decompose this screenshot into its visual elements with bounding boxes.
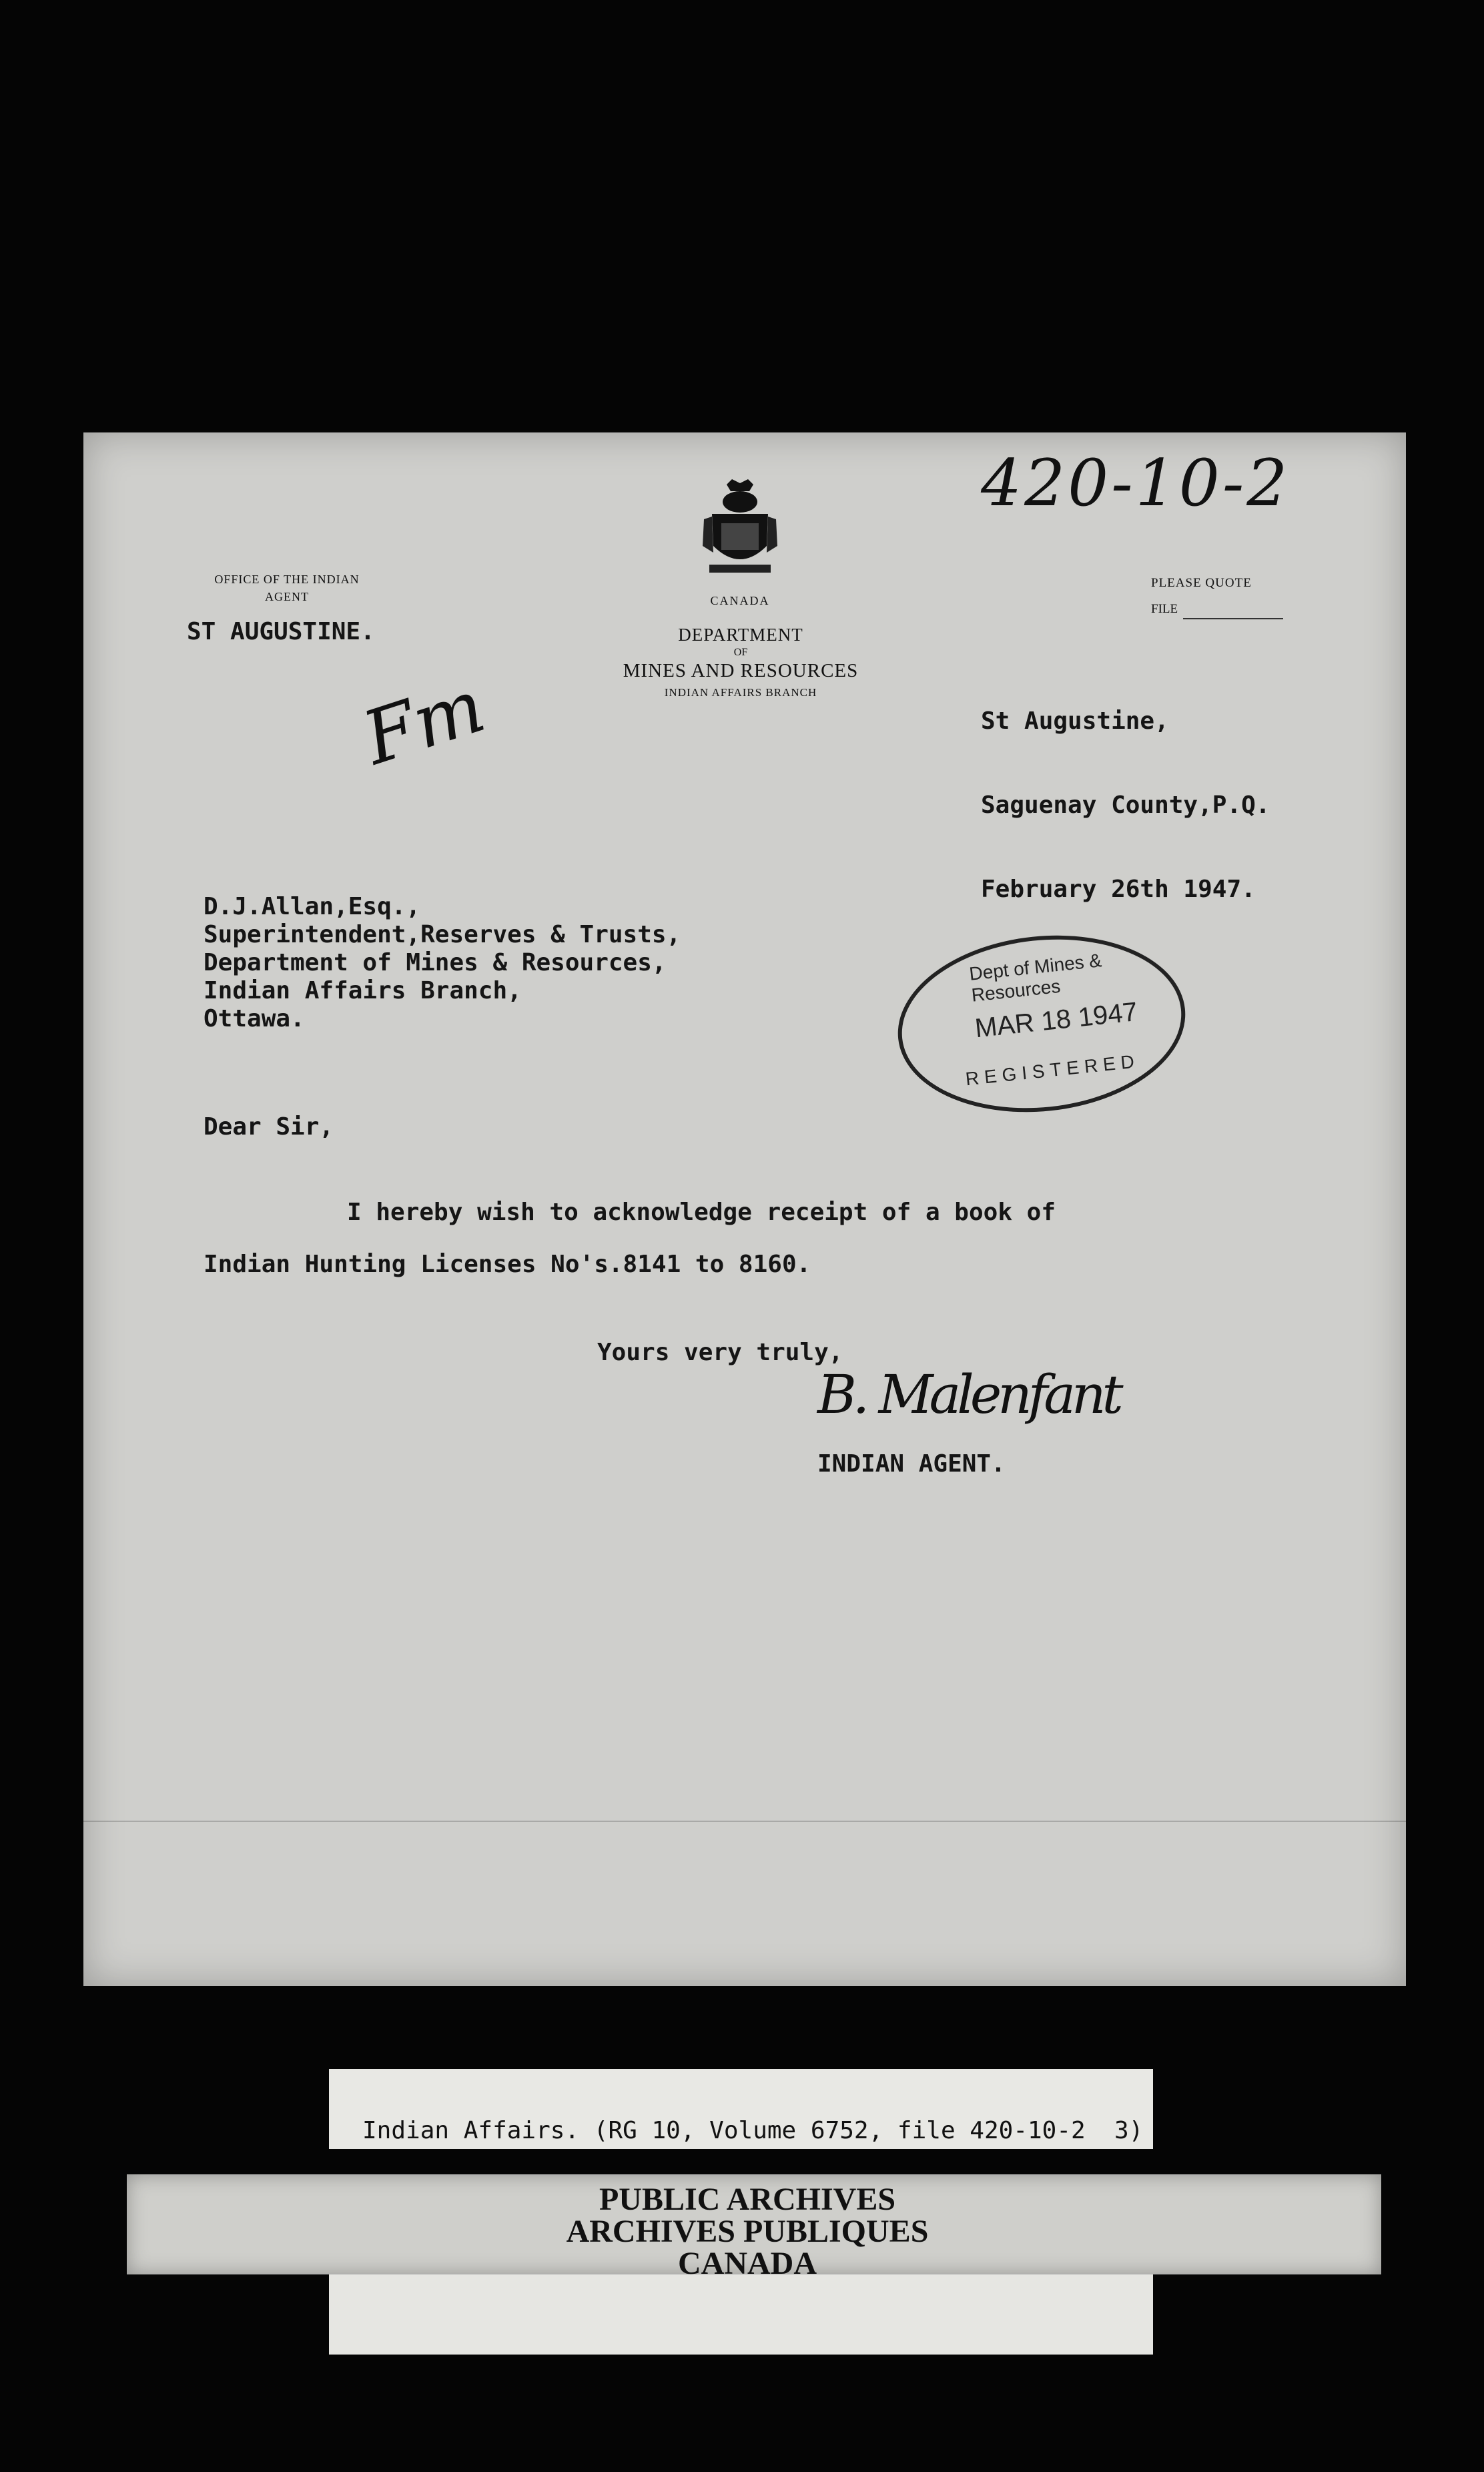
office-label: OFFICE OF THE INDIAN AGENT bbox=[214, 573, 360, 603]
office-place: ST AUGUSTINE. bbox=[187, 618, 375, 645]
country-label: CANADA bbox=[710, 594, 770, 607]
file-line bbox=[1183, 618, 1283, 619]
sender-address-line: St Augustine, bbox=[981, 707, 1169, 735]
please-quote-label: PLEASE QUOTE bbox=[1151, 576, 1252, 590]
recipient-line: Indian Affairs Branch, bbox=[204, 977, 522, 1004]
department-heading bbox=[597, 625, 884, 699]
file-label: FILE bbox=[1151, 602, 1178, 616]
recipient-line: Ottawa. bbox=[204, 1005, 305, 1032]
salutation: Dear Sir, bbox=[204, 1113, 334, 1141]
stamp-registered: REGISTERED bbox=[964, 1050, 1141, 1090]
archive-label-lower bbox=[329, 2274, 1153, 2355]
stamp-date: MAR 18 1947 bbox=[973, 997, 1139, 1044]
recipient-address bbox=[204, 893, 681, 1033]
recipient-line: Superintendent,Reserves & Trusts, bbox=[204, 921, 681, 948]
archive-stamp-line: PUBLIC ARCHIVES bbox=[599, 2182, 896, 2217]
handwritten-initials: Fm bbox=[353, 663, 494, 782]
file-number: 420-10-2 bbox=[981, 446, 1290, 521]
signature: B. Malenfant bbox=[817, 1363, 1120, 1426]
archive-reference-text: Indian Affairs. (RG 10, Volume 6752, file 420-10-2 3) bbox=[362, 2117, 1144, 2144]
archive-stamp-line: ARCHIVES PUBLIQUES bbox=[566, 2214, 929, 2249]
letter-page bbox=[83, 432, 1406, 1986]
ministry-name: MINES AND RESOURCES bbox=[623, 660, 859, 681]
signer-title: INDIAN AGENT. bbox=[817, 1450, 1006, 1478]
registered-stamp bbox=[889, 922, 1194, 1126]
recipient-line: Department of Mines & Resources, bbox=[204, 949, 667, 976]
closing: Yours very truly, bbox=[597, 1339, 843, 1366]
branch-name: INDIAN AFFAIRS BRANCH bbox=[664, 686, 817, 699]
archive-reference-label bbox=[329, 2069, 1153, 2149]
archive-stamp-line: CANADA bbox=[678, 2246, 817, 2281]
stamp-department: Dept of Mines & Resources bbox=[968, 950, 1103, 1006]
archive-stamp bbox=[494, 2184, 1001, 2280]
sender-address bbox=[981, 651, 1270, 960]
department-of: OF bbox=[733, 647, 748, 658]
body-line: Indian Hunting Licenses No's.8141 to 8160. bbox=[204, 1251, 811, 1278]
date-line: February 26th 1947. bbox=[981, 876, 1256, 903]
department-title: DEPARTMENT bbox=[678, 625, 803, 645]
recipient-line: D.J.Allan,Esq., bbox=[204, 893, 421, 920]
body-line: I hereby wish to acknowledge receipt of a book of bbox=[347, 1199, 1056, 1226]
sender-address-line: Saguenay County,P.Q. bbox=[981, 792, 1270, 819]
coat-of-arms-icon bbox=[697, 479, 783, 579]
